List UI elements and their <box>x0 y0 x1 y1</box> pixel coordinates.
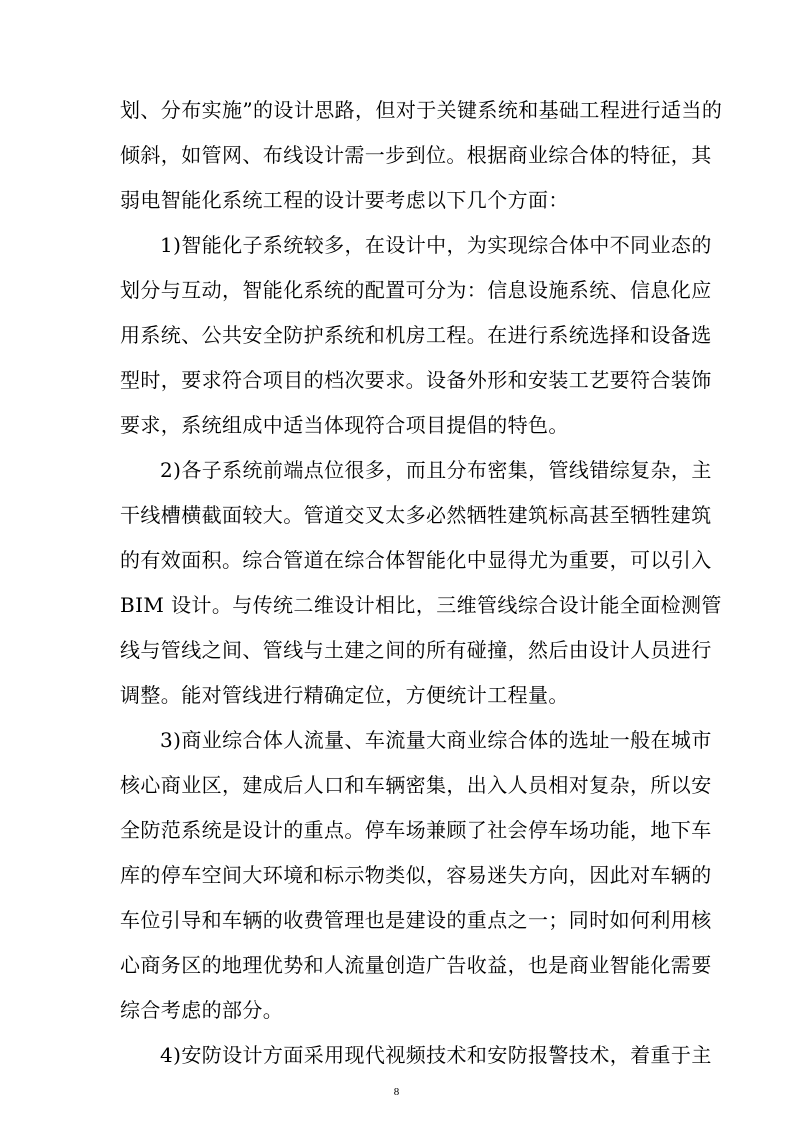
paragraph-3-start: 3)商业综合体人流量、车流量大商业综合体的选址一般在城市 <box>160 728 712 752</box>
paragraph-2-start: 2)各子系统前端点位很多，而且分布密集，管线错综复杂，主 <box>160 458 712 482</box>
text-line-12: BIM 设计。与传统二维设计相比，三维管线综合设计能全面检测管 <box>120 593 722 617</box>
text-line-7: 型时，要求符合项目的档次要求。设备外形和安装工艺要符合装饰 <box>120 368 712 392</box>
text-line-16: 核心商业区，建成后人口和车辆密集，出入人员相对复杂，所以安 <box>120 773 712 797</box>
text-line-20: 心商务区的地理优势和人流量创造广告收益，也是商业智能化需要 <box>120 953 712 977</box>
text-line-6: 用系统、公共安全防护系统和机房工程。在进行系统选择和设备选 <box>120 323 712 347</box>
text-line-2: 倾斜，如管网、布线设计需一步到位。根据商业综合体的特征，其 <box>120 143 712 167</box>
text-line-18: 库的停车空间大环境和标示物类似，容易迷失方向，因此对车辆的 <box>120 863 712 887</box>
text-line-21: 综合考虑的部分。 <box>120 998 284 1022</box>
text-line-3: 弱电智能化系统工程的设计要考虑以下几个方面： <box>120 188 569 212</box>
text-line-14: 调整。能对管线进行精确定位，方便统计工程量。 <box>120 683 569 707</box>
text-line-5: 划分与互动，智能化系统的配置可分为：信息设施系统、信息化应 <box>120 278 712 302</box>
text-line-17: 全防范系统是设计的重点。停车场兼顾了社会停车场功能，地下车 <box>120 818 712 842</box>
text-line-1: 划、分布实施”的设计思路，但对于关键系统和基础工程进行适当的 <box>120 98 723 122</box>
page-number: 8 <box>393 1086 400 1098</box>
text-line-8: 要求，系统组成中适当体现符合项目提倡的特色。 <box>120 413 569 437</box>
text-line-10: 干线槽横截面较大。管道交叉太多必然牺牲建筑标高甚至牺牲建筑 <box>120 503 712 527</box>
paragraph-4-start: 4)安防设计方面采用现代视频技术和安防报警技术，着重于主 <box>160 1043 712 1067</box>
text-line-19: 车位引导和车辆的收费管理也是建设的重点之一；同时如何利用核 <box>120 908 712 932</box>
text-line-11: 的有效面积。综合管道在综合体智能化中显得尤为重要，可以引入 <box>120 548 712 572</box>
text-line-13: 线与管线之间、管线与土建之间的所有碰撞，然后由设计人员进行 <box>120 638 712 662</box>
paragraph-1-start: 1)智能化子系统较多，在设计中，为实现综合体中不同业态的 <box>160 233 712 257</box>
